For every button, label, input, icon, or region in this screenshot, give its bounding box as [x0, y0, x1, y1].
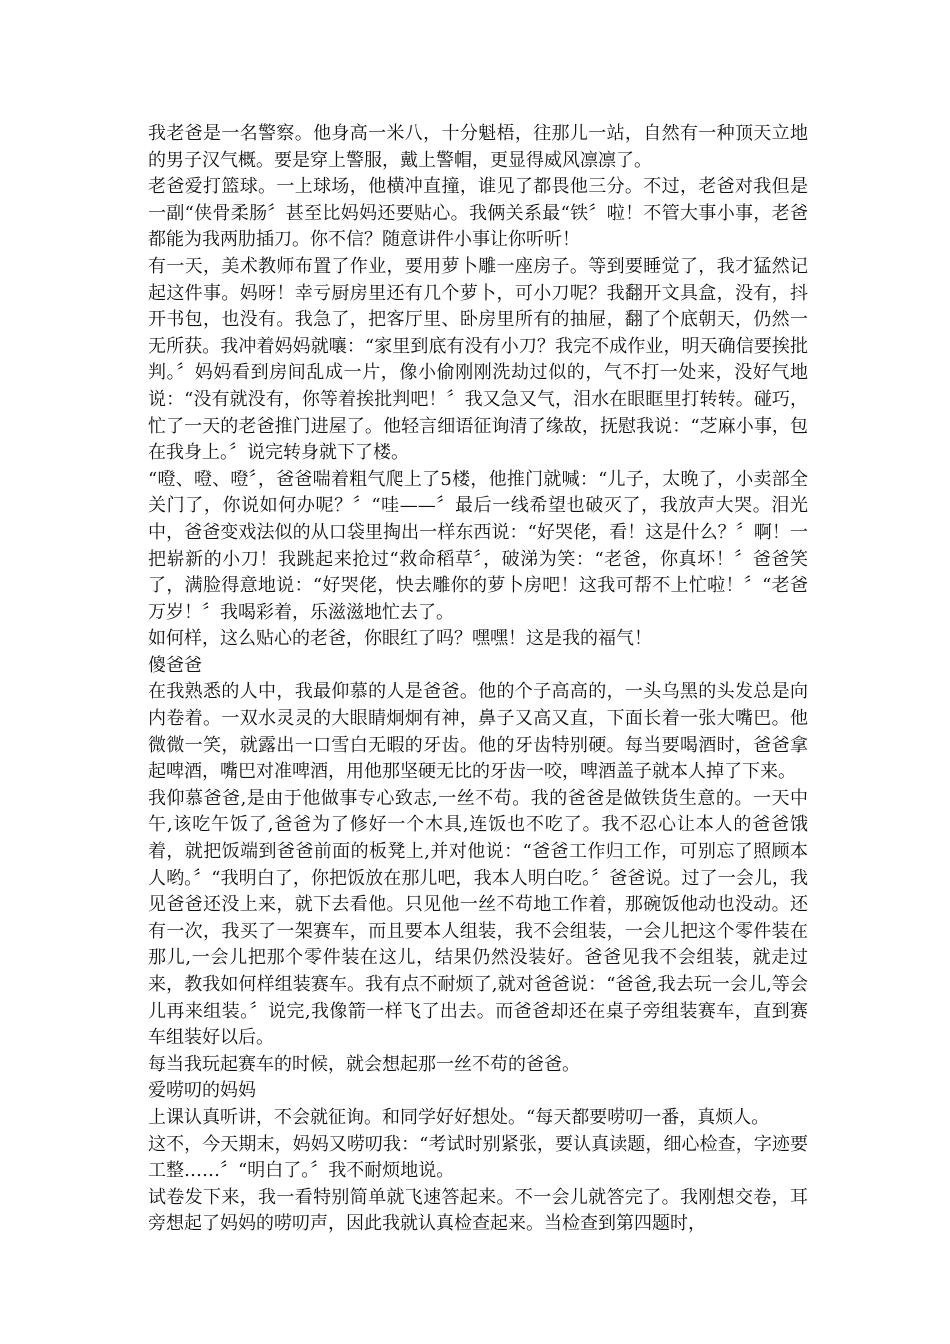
- paragraph: 试卷发下来，我一看特别简单就飞速答起来。不一会儿就答完了。我刚想交卷，耳旁想起了妈妈的唠叨声，因此我就认真检查起来。当检查到第四题时，: [148, 1186, 808, 1235]
- paragraph: 这不，今天期末，妈妈又唠叨我：“考试时别紧张，要认真读题，细心检查，字迹要工整……〞“明白了。〞我不耐烦地说。: [148, 1133, 808, 1182]
- section-title: 傻爸爸: [148, 654, 202, 676]
- paragraph: 有一天，美术教师布置了作业，要用萝卜雕一座房子。等到要睡觉了，我才猛然记起这件事。妈呀！幸亏厨房里还有几个萝卜，可小刀呢？我翻开文具盒，没有，抖开书包，也没有。我急了，把客厅里、卧房里所有的抽屉，翻了个底朝天，仍然一无所获。我冲着妈妈就嚷：“家里到底有没有小刀？我完不成作业，明天确信要挨批判。〞妈妈看到房间乱成一片，像小偷刚刚洗劫过似的，气不打一处来，没好气地说：“没有就没有，你等着挨批判吧！〞我又急又气，泪水在眼眶里打转转。碰巧，忙了一天的老爸推门进屋了。他轻言细语征询清了缘故，抚慰我说：“芝麻小事，包在我身上。〞说完转身就下了楼。: [148, 255, 808, 464]
- paragraph: 如何样，这么贴心的老爸，你眼红了吗？嘿嘿！这是我的福气！: [148, 628, 652, 650]
- section-title: 爱唠叨的妈妈: [148, 1080, 256, 1102]
- paragraph: 上课认真听讲，不会就征询。和同学好好想处。“每天都要唠叨一番，真烦人。: [148, 1106, 770, 1128]
- paragraph: 每当我玩起赛车的时候，就会想起那一丝不苟的爸爸。: [148, 1053, 580, 1075]
- paragraph: 老爸爱打篮球。一上球场，他横冲直撞，谁见了都畏他三分。不过，老爸对我但是一副“侠骨柔肠〞甚至比妈妈还要贴心。我俩关系最“铁〞啦！不管大事小事，老爸都能为我两肋插刀。你不信？随意讲件小事让你听听！: [148, 176, 808, 251]
- paragraph: 我老爸是一名警察。他身高一米八，十分魁梧，往那儿一站，自然有一种顶天立地的男子汉气概。要是穿上警服，戴上警帽，更显得威风凛凛了。: [148, 123, 808, 171]
- paragraph: 在我熟悉的人中，我最仰慕的人是爸爸。他的个子高高的，一头乌黑的头发总是向内卷着。一双水灵灵的大眼睛炯炯有神，鼻子又高又直，下面长着一张大嘴巴。他微微一笑，就露出一口雪白无暇的牙齿。他的牙齿特别硬。每当要喝酒时，爸爸拿起啤酒，嘴巴对准啤酒，用他那坚硬无比的牙齿一咬，啤酒盖子就本人掉了下来。: [148, 681, 808, 783]
- paragraph: “噔、噔、噔〞，爸爸喘着粗气爬上了5楼，他推门就喊：“儿子，太晚了，小卖部全关门了，你说如何办呢？〞“哇——〞最后一线希望也破灭了，我放声大哭。泪光中，爸爸变戏法似的从口袋里掏出一样东西说：“好哭佬，看！这是什么？〞啊！一把崭新的小刀！我跳起来抢过“救命稻草〞，破涕为笑：“老爸，你真坏！〞爸爸笑了，满脸得意地说：“好哭佬，快去雕你的萝卜房吧！这我可帮不上忙啦！〞“老爸万岁！〞我喝彩着，乐滋滋地忙去了。: [148, 468, 808, 623]
- document-body: [148, 121, 808, 1238]
- paragraph: 我仰慕爸爸,是由于他做事专心致志,一丝不苟。我的爸爸是做铁货生意的。一天中午,该吃午饭了,爸爸为了修好一个木具,连饭也不吃了。我不忍心让本人的爸爸饿着，就把饭端到爸爸前面的板凳上,并对他说：“爸爸工作归工作，可别忘了照顾本人哟。〞“我明白了，你把饭放在那儿吧，我本人明白吃。〞爸爸说。过了一会儿，我见爸爸还没上来，就下去看他。只见他一丝不苟地工作着，那碗饭他动也没动。还有一次，我买了一架赛车，而且要本人组装，我不会组装，一会儿把这个零件装在那儿,一会儿把那个零件装在这儿，结果仍然没装好。爸爸见我不会组装，就走过来，教我如何样组装赛车。我有点不耐烦了,就对爸爸说：“爸爸,我去玩一会儿,等会儿再来组装。〞说完,我像箭一样飞了出去。而爸爸却还在桌子旁组装赛车，直到赛车组装好以后。: [148, 787, 808, 1049]
